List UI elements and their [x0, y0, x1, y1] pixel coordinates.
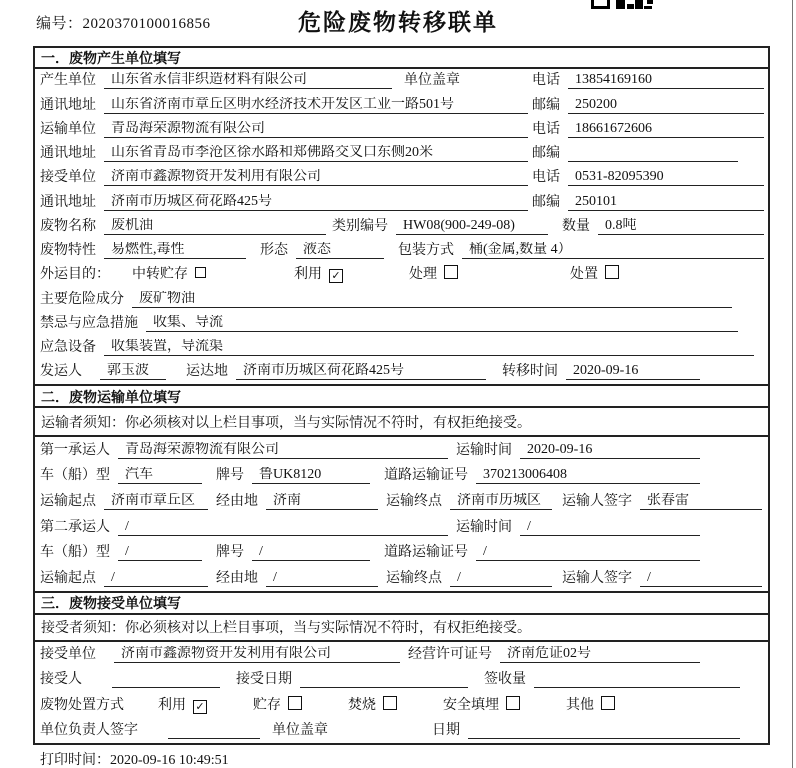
disposal-other [566, 696, 615, 714]
waste-characteristics-value: 易燃性,毒性 [104, 242, 246, 259]
endpoint-2-value: / [450, 570, 552, 587]
road-permit-2-label: 道路运输证号 [384, 545, 468, 561]
consignor-label: 发运人 [40, 364, 82, 380]
date-label: 日期 [432, 723, 460, 739]
receiver-unit-value: 济南市鑫源物资开发利用有限公司 [104, 169, 528, 186]
transport-time-1-value: 2020-09-16 [520, 442, 700, 459]
vehicle-type-1-label: 车（船）型 [40, 468, 110, 484]
disposal-method-label: 废物处置方式 [40, 697, 124, 713]
hazardous-components-value: 废矿物油 [132, 291, 732, 308]
transporter-postcode-label: 邮编 [532, 146, 560, 161]
section-3-title: 三．废物接受单位填写 [35, 591, 768, 615]
receive-date-value [300, 672, 468, 688]
road-permit-2-value: / [476, 544, 700, 561]
row-consignor [35, 360, 768, 384]
purpose-utilize-label: 利用 [294, 267, 322, 283]
plate-number-1-value: 鲁UK8120 [252, 467, 370, 484]
transporter-notice: 运输者须知：你必须核对以上栏目事项，当与实际情况不符时，有权拒绝接受。 [35, 408, 768, 437]
transporter-address-value: 山东省青岛市李沧区徐水路和郑佛路交叉口东侧20米 [104, 145, 528, 162]
purpose-transit-storage-checkbox [195, 267, 206, 278]
disposal-incineration-label: 焚烧 [348, 697, 376, 713]
receive-date-label: 接受日期 [236, 672, 292, 688]
receiver-person-label: 接受人 [40, 672, 82, 688]
disposal-storage-checkbox [288, 696, 302, 710]
transport-time-2-value: / [520, 519, 700, 536]
emergency-equipment-label: 应急设备 [40, 340, 96, 355]
manifest-form [33, 46, 770, 745]
second-carrier-label: 第二承运人 [40, 519, 110, 535]
row-waste-name [35, 215, 768, 239]
endpoint-1-value: 济南市历城区 [450, 493, 552, 510]
received-quantity-value [534, 672, 740, 688]
business-license-value: 济南危证02号 [500, 646, 700, 663]
transport-time-1-label: 运输时间 [456, 442, 512, 458]
print-time [40, 749, 229, 768]
disposal-landfill-label: 安全填埋 [443, 697, 499, 713]
row-transporter-unit [35, 118, 768, 142]
row-route-1 [35, 488, 768, 514]
origin-2-value: / [104, 570, 208, 587]
second-carrier-value: / [118, 519, 448, 536]
purpose-treatment [409, 265, 458, 283]
disposal-utilize-label: 利用 [158, 697, 186, 713]
transport-time-2-label: 运输时间 [456, 519, 512, 535]
waste-form-value: 液态 [296, 242, 384, 259]
receiver-unit-label: 接受单位 [40, 170, 96, 186]
packaging-value: 桶(金属,数量 4） [462, 242, 764, 259]
destination-label: 运达地 [186, 364, 228, 380]
disposal-incineration-checkbox [383, 696, 397, 710]
row-first-carrier [35, 437, 768, 463]
received-quantity-label: 签收量 [484, 672, 526, 688]
row-transfer-purpose [35, 263, 768, 287]
first-carrier-value: 青岛海荣源物流有限公司 [118, 442, 448, 459]
contraindications-value: 收集、导流 [146, 315, 738, 332]
row-second-carrier [35, 514, 768, 540]
carrier-signature-1-value: 张春雷 [640, 493, 762, 510]
serial-value: 2020370100016856 [82, 16, 211, 32]
producer-address-value: 山东省济南市章丘区明水经济技术开发区工业一路501号 [104, 97, 528, 114]
row-hazardous-components [35, 287, 768, 311]
row-receiving-unit [35, 642, 768, 667]
row-vehicle-2 [35, 540, 768, 566]
purpose-disposal-label: 处置 [570, 267, 598, 283]
purpose-treatment-checkbox [444, 265, 458, 279]
purpose-treatment-label: 处理 [409, 267, 437, 283]
unit-seal-label: 单位盖章 [404, 73, 460, 89]
first-carrier-label: 第一承运人 [40, 442, 110, 458]
date-value [468, 723, 740, 739]
row-emergency-equipment [35, 336, 768, 360]
via-1-label: 经由地 [216, 493, 258, 509]
producer-unit-value: 山东省永信非织造材料有限公司 [104, 72, 392, 89]
origin-2-label: 运输起点 [40, 570, 96, 586]
purpose-transit-storage [132, 267, 206, 283]
receiver-phone-label: 电话 [532, 170, 560, 186]
purpose-utilize-checkbox-checked: ✓ [329, 269, 343, 283]
print-time-value: 2020-09-16 10:49:51 [110, 753, 229, 768]
carrier-signature-2-value: / [640, 570, 762, 587]
row-producer-unit [35, 69, 768, 93]
transfer-date-value: 2020-09-16 [566, 363, 700, 380]
disposal-utilize-checkbox-checked: ✓ [193, 700, 207, 714]
origin-1-value: 济南市章丘区 [104, 493, 208, 510]
purpose-disposal-checkbox [605, 265, 619, 279]
page-title: 危险废物转移联单 [298, 9, 498, 35]
serial-label: 编号： [36, 16, 83, 32]
packaging-label: 包装方式 [398, 243, 454, 258]
row-contraindications [35, 312, 768, 336]
vehicle-type-2-label: 车（船）型 [40, 545, 110, 561]
row-transporter-address [35, 142, 768, 166]
origin-1-label: 运输起点 [40, 493, 96, 509]
receiver-address-value: 济南市历城区荷花路425号 [104, 194, 528, 211]
transporter-phone-label: 电话 [532, 121, 560, 137]
category-code-value: HW08(900-249-08) [396, 218, 548, 235]
row-receiver-address [35, 190, 768, 214]
receiver-address-label: 通讯地址 [40, 194, 96, 210]
receiving-unit-label: 接受单位 [40, 647, 96, 663]
document-header [0, 0, 796, 46]
destination-value: 济南市历城区荷花路425号 [236, 363, 486, 380]
disposal-storage-label: 贮存 [253, 697, 281, 713]
business-license-label: 经营许可证号 [408, 647, 492, 663]
transporter-postcode-value [568, 146, 738, 162]
producer-phone-label: 电话 [532, 73, 560, 89]
waste-characteristics-label: 废物特性 [40, 243, 96, 258]
producer-phone-value: 13854169160 [568, 72, 764, 89]
qr-code-fragment [590, 0, 654, 11]
producer-postcode-label: 邮编 [532, 97, 560, 113]
road-permit-1-value: 370213006408 [476, 467, 700, 484]
waste-name-value: 废机油 [104, 218, 326, 235]
transfer-purpose-label: 外运目的： [40, 267, 110, 283]
producer-postcode-value: 250200 [568, 97, 764, 114]
section-2-title: 二．废物运输单位填写 [35, 384, 768, 408]
transporter-unit-label: 运输单位 [40, 121, 96, 137]
row-receiver-unit [35, 166, 768, 190]
vehicle-type-1-value: 汽车 [118, 467, 202, 484]
plate-number-2-label: 牌号 [216, 545, 244, 561]
row-route-2 [35, 565, 768, 591]
row-producer-address [35, 93, 768, 117]
row-disposal-method [35, 692, 768, 717]
purpose-transit-storage-label: 中转贮存 [132, 267, 188, 283]
via-1-value: 济南 [266, 493, 378, 510]
quantity-value: 0.8吨 [598, 218, 764, 235]
transporter-unit-value: 青岛海荣源物流有限公司 [104, 121, 528, 138]
receiver-postcode-label: 邮编 [532, 194, 560, 210]
transporter-phone-value: 18661672606 [568, 121, 764, 138]
unit-seal-2-label: 单位盖章 [272, 723, 328, 739]
quantity-label: 数量 [562, 218, 590, 234]
row-responsible-signature [35, 718, 768, 743]
producer-address-label: 通讯地址 [40, 97, 96, 113]
disposal-other-label: 其他 [566, 697, 594, 713]
print-time-label: 打印时间： [40, 753, 110, 768]
plate-number-2-value: / [252, 544, 370, 561]
disposal-utilize [158, 698, 207, 714]
disposal-other-checkbox [601, 696, 615, 710]
disposal-incineration [348, 696, 397, 714]
via-2-label: 经由地 [216, 570, 258, 586]
consignor-value: 郭玉波 [100, 363, 166, 380]
carrier-signature-2-label: 运输人签字 [562, 570, 632, 586]
page-edge-line [792, 0, 793, 768]
vehicle-type-2-value: / [118, 544, 202, 561]
responsible-signature-label: 单位负责人签字 [40, 723, 138, 739]
row-waste-characteristics [35, 239, 768, 263]
contraindications-label: 禁忌与应急措施 [40, 315, 138, 331]
purpose-disposal [570, 265, 619, 283]
emergency-equipment-value: 收集装置，导流渠 [104, 339, 754, 356]
row-vehicle-1 [35, 463, 768, 489]
receiver-phone-value: 0531-82095390 [568, 169, 764, 186]
category-code-label: 类别编号 [332, 218, 388, 234]
road-permit-1-label: 道路运输证号 [384, 468, 468, 484]
waste-form-label: 形态 [260, 243, 288, 258]
transfer-date-label: 转移时间 [502, 364, 558, 380]
producer-unit-label: 产生单位 [40, 73, 96, 89]
purpose-utilize [294, 267, 343, 283]
disposal-landfill [443, 696, 520, 714]
waste-name-label: 废物名称 [40, 218, 96, 234]
row-receiver-person [35, 667, 768, 692]
endpoint-2-label: 运输终点 [386, 570, 442, 586]
receiver-person-value [112, 672, 220, 688]
plate-number-1-label: 牌号 [216, 468, 244, 484]
hazardous-components-label: 主要危险成分 [40, 291, 124, 307]
via-2-value: / [266, 570, 378, 587]
transporter-address-label: 通讯地址 [40, 146, 96, 161]
section-1-title: 一．废物产生单位填写 [35, 48, 768, 69]
receiver-notice: 接受者须知：你必须核对以上栏目事项，当与实际情况不符时，有权拒绝接受。 [35, 615, 768, 642]
responsible-signature-value [168, 723, 260, 739]
receiving-unit-value: 济南市鑫源物资开发利用有限公司 [114, 646, 400, 663]
receiver-postcode-value: 250101 [568, 194, 764, 211]
endpoint-1-label: 运输终点 [386, 493, 442, 509]
disposal-landfill-checkbox [506, 696, 520, 710]
carrier-signature-1-label: 运输人签字 [562, 493, 632, 509]
disposal-storage [253, 696, 302, 714]
